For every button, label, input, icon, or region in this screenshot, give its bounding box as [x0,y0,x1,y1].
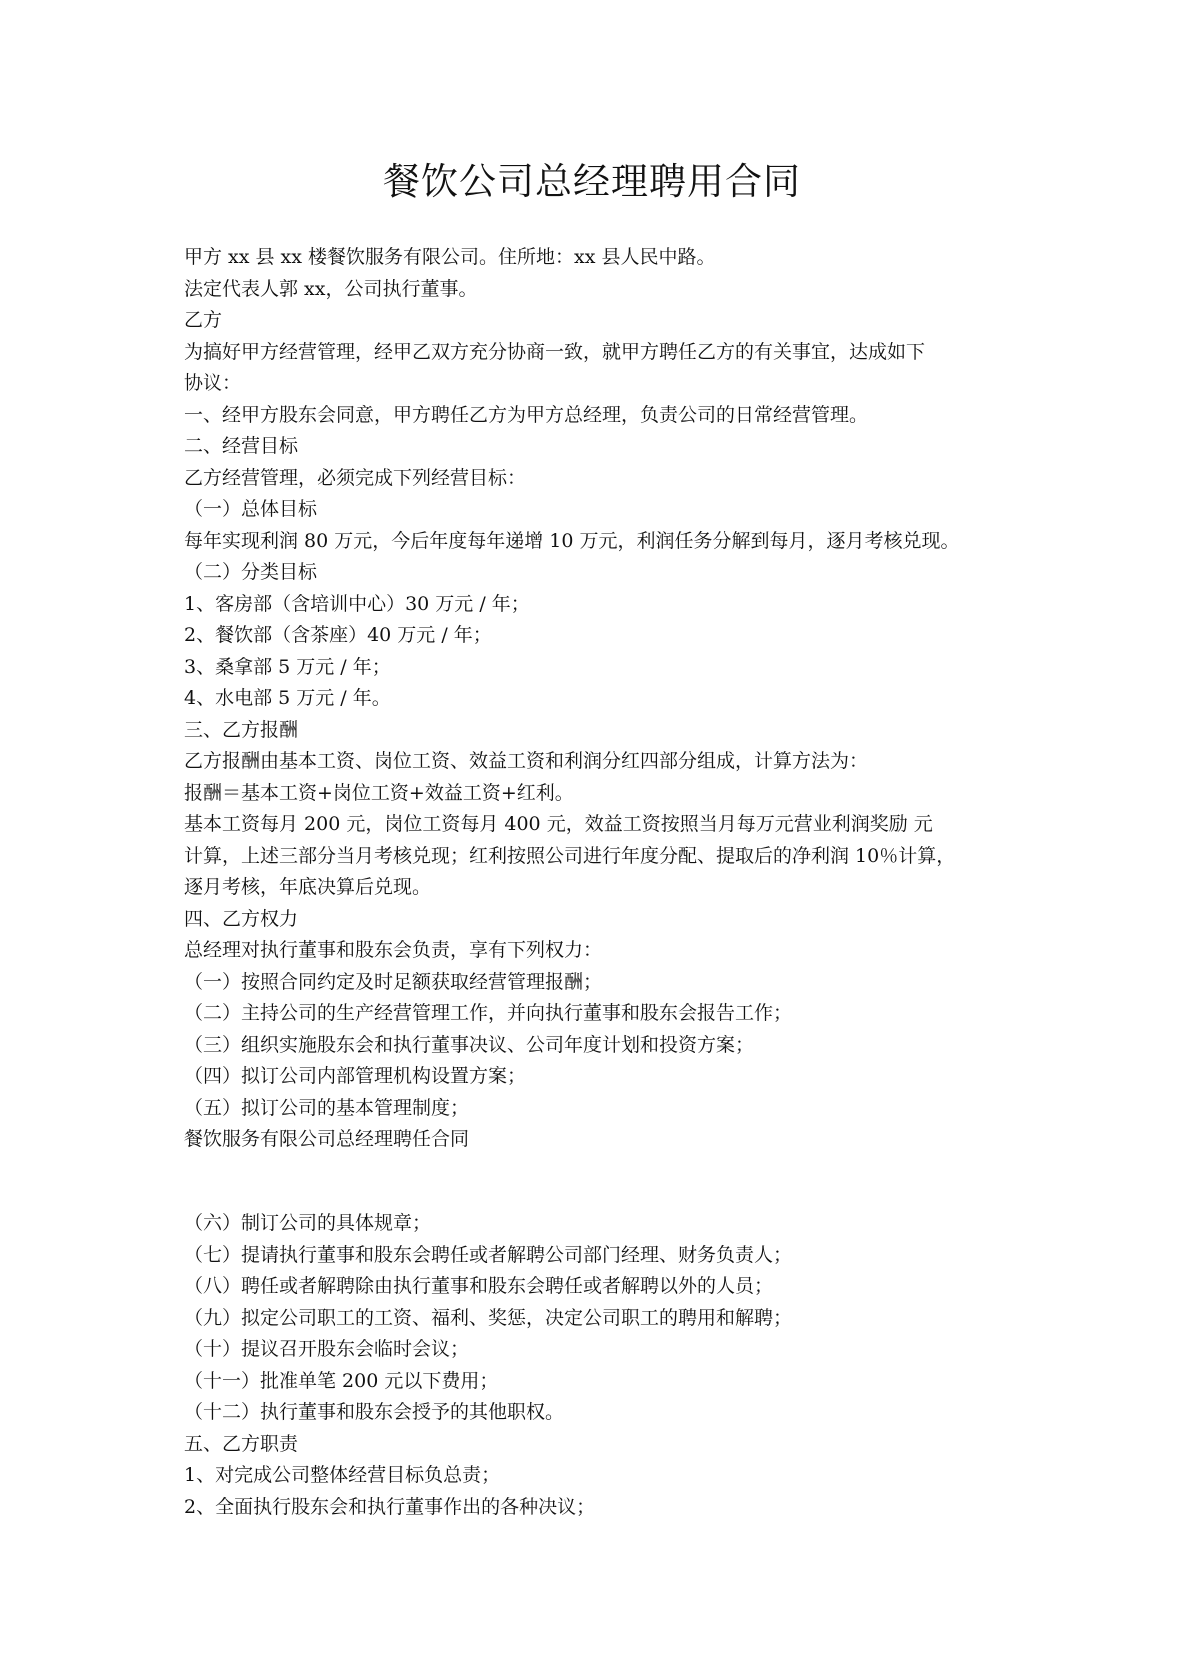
list-item: （十）提议召开股东会临时会议； [184,1338,470,1360]
text-line: 报酬＝基本工资+岗位工资+效益工资+红利。 [184,781,574,804]
text-line: 甲方 xx 县 xx 楼餐饮服务有限公司。住所地：xx 县人民中路。 [184,246,716,268]
list-item: （二）主持公司的生产经营管理工作，并向执行董事和股东会报告工作； [184,1002,793,1024]
section-heading: 二、经营目标 [184,435,299,457]
list-item: （一）按照合同约定及时足额获取经营管理报酬； [184,970,603,993]
text-line: 一、经甲方股东会同意，甲方聘任乙方为甲方总经理，负责公司的日常经营管理。 [184,403,869,426]
text-line: 每年实现利润 80 万元，今后年度每年递增 10 万元，利润任务分解到每月，逐月考核兑现。 [184,529,960,552]
text-line: 乙方经营管理，必须完成下列经营目标： [184,466,527,489]
list-item: （六）制订公司的具体规章； [184,1212,432,1234]
list-item: （十一）批准单笔 200 元以下费用； [184,1369,499,1392]
list-item: （七）提请执行董事和股东会聘任或者解聘公司部门经理、财务负责人； [184,1243,793,1266]
list-item: （三）组织实施股东会和执行董事决议、公司年度计划和投资方案； [184,1033,755,1056]
list-item: 1、对完成公司整体经营目标负总责； [184,1464,501,1486]
subsection-heading: （二）分类目标 [184,561,318,583]
text-line: 餐饮服务有限公司总经理聘任合同 [184,1128,470,1150]
section-heading: 五、乙方职责 [184,1432,299,1455]
text-line: 为搞好甲方经营管理，经甲乙双方充分协商一致，就甲方聘任乙方的有关事宜，达成如下 [184,340,926,363]
list-item: （四）拟订公司内部管理机构设置方案； [184,1065,527,1087]
list-item: （九）拟定公司职工的工资、福利、奖惩，决定公司职工的聘用和解聘； [184,1306,793,1329]
section-heading: 四、乙方权力 [184,907,299,930]
list-item: 4、水电部 5 万元 / 年。 [184,687,391,709]
list-item: 1、客房部（含培训中心）30 万元 / 年； [184,592,530,615]
text-line: 计算，上述三部分当月考核兑现；红利按照公司进行年度分配、提取后的净利润 10％计算， [184,844,956,867]
list-item: （十二）执行董事和股东会授予的其他职权。 [184,1401,565,1423]
text-line: 基本工资每月 200 元，岗位工资每月 400 元，效益工资按照当月每万元营业利润奖励 元 [184,813,933,835]
text-line: 乙方报酬由基本工资、岗位工资、效益工资和利润分红四部分组成，计算方法为： [184,750,869,772]
document-body-part-2 [184,1208,1024,1523]
list-item: 3、桑拿部 5 万元 / 年； [184,655,391,678]
list-item: 2、全面执行股东会和执行董事作出的各种决议； [184,1495,596,1518]
text-line: 乙方 [184,309,223,331]
text-line: 法定代表人郭 xx，公司执行董事。 [184,277,478,300]
list-item: （五）拟订公司的基本管理制度； [184,1096,470,1119]
list-item: （八）聘任或者解聘除由执行董事和股东会聘任或者解聘以外的人员； [184,1275,774,1297]
section-heading: 三、乙方报酬 [184,718,299,741]
document-body-part-1 [184,242,1024,1156]
list-item: 2、餐饮部（含茶座）40 万元 / 年； [184,624,492,646]
text-line: 协议： [184,372,242,394]
text-line: 逐月考核，年底决算后兑现。 [184,876,432,898]
document-title: 餐饮公司总经理聘用合同 [383,160,801,203]
subsection-heading: （一）总体目标 [184,498,318,520]
text-line: 总经理对执行董事和股东会负责，享有下列权力： [184,939,603,961]
